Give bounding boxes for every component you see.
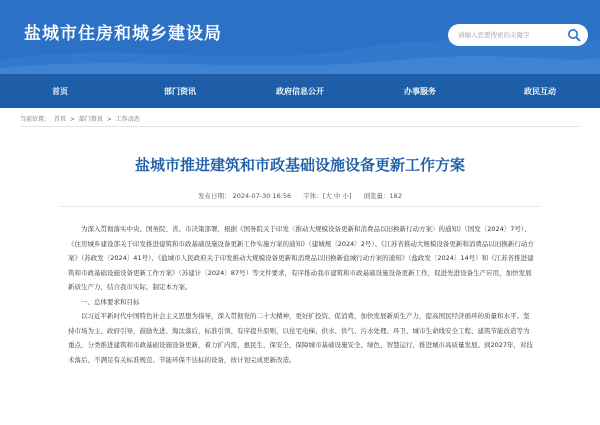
main-nav [0,74,600,108]
view-count: 浏览量：182 [363,192,402,200]
breadcrumb-item-department-news[interactable]: 部门资讯 [78,116,103,123]
nav-item-home[interactable]: 首页 [52,86,68,96]
search-input[interactable] [458,27,562,43]
font-size-control[interactable]: 字体：[大 中 小] [303,192,352,200]
paragraph: 为深入贯彻落实中央、国务院、省、市决策部署，根据《国务院关于印发〈推动大规模设备更新和消费品以旧换新行动方案〉的通知》（国发〔2024〕7号）、《住房城乡建设部关于印发推进建筑和市政基础设施设备更新工作实施方案的通知》（建城规〔2024〕2号）、《江苏省推动大规模设备更新和消费品以旧换新行动方案》（苏政发〔2024〕41号）、《盐城市人民政府关于印发推动大规模设备更新和消费品以旧换新盐城行动方案的通知》（盐政发〔2024〕14号）和《江苏省推进建筑和市政基础设施设备更新工作方案》（苏建计〔2024〕87号）等文件要求，有序推动我市建筑和市政基础设施设备更新工作，促进先进设备生产应用，加快发展新质生产力，结合我市实际，制定本方案。 [68,225,534,291]
article-body [68,222,534,367]
nav-item-department-news[interactable]: 部门资讯 [164,86,196,96]
nav-item-interaction[interactable]: 政民互动 [524,86,556,96]
breadcrumb-separator: > [69,116,75,123]
site-title[interactable]: 盐城市住房和城乡建设局 [24,24,222,44]
article-meta [0,191,600,200]
paragraph: 以习近平新时代中国特色社会主义思想为指导，深入贯彻党的二十大精神，更好扩投资、促消费，加快发展新质生产力，提高国民经济循环的质量和水平。坚持市场为主、政府引导，鼓励先进、淘汰落后，标准引领、有序提升原则，以住宅电梯、供水、供气、污水处理、环卫、城市生命线安全工程、建筑节能改造等为重点，分类推进建筑和市政基础设施设备更新，着力扩内需、惠民生、保安全，保障城市基础设施安全、绿色、智慧运行，推进城市高质量发展。到2027年，对技术落后、不满足有关标准规范、节能环保不达标的设备，按计划完成更新改造。 [68,312,534,364]
article-title: 盐城市推进建筑和市政基础设施设备更新工作方案 [134,156,465,174]
nav-item-services[interactable]: 办事服务 [404,86,436,96]
nav-item-gov-info[interactable]: 政府信息公开 [276,86,324,96]
search-icon[interactable] [567,28,581,42]
breadcrumb-divider [20,126,580,127]
section-heading: 一、总体要求和目标 [81,297,140,306]
breadcrumb-item-home[interactable]: 首页 [53,116,66,123]
breadcrumb [20,114,142,123]
breadcrumb-prefix: 当前位置： [20,116,51,123]
search-box [448,24,588,46]
breadcrumb-separator: > [106,116,112,123]
meta-divider [60,206,540,207]
site-header [0,0,600,74]
publish-time: 发布日期： 2024-07-30 16:56 [198,192,292,200]
breadcrumb-item-work-updates[interactable]: 工作动态 [115,116,140,123]
